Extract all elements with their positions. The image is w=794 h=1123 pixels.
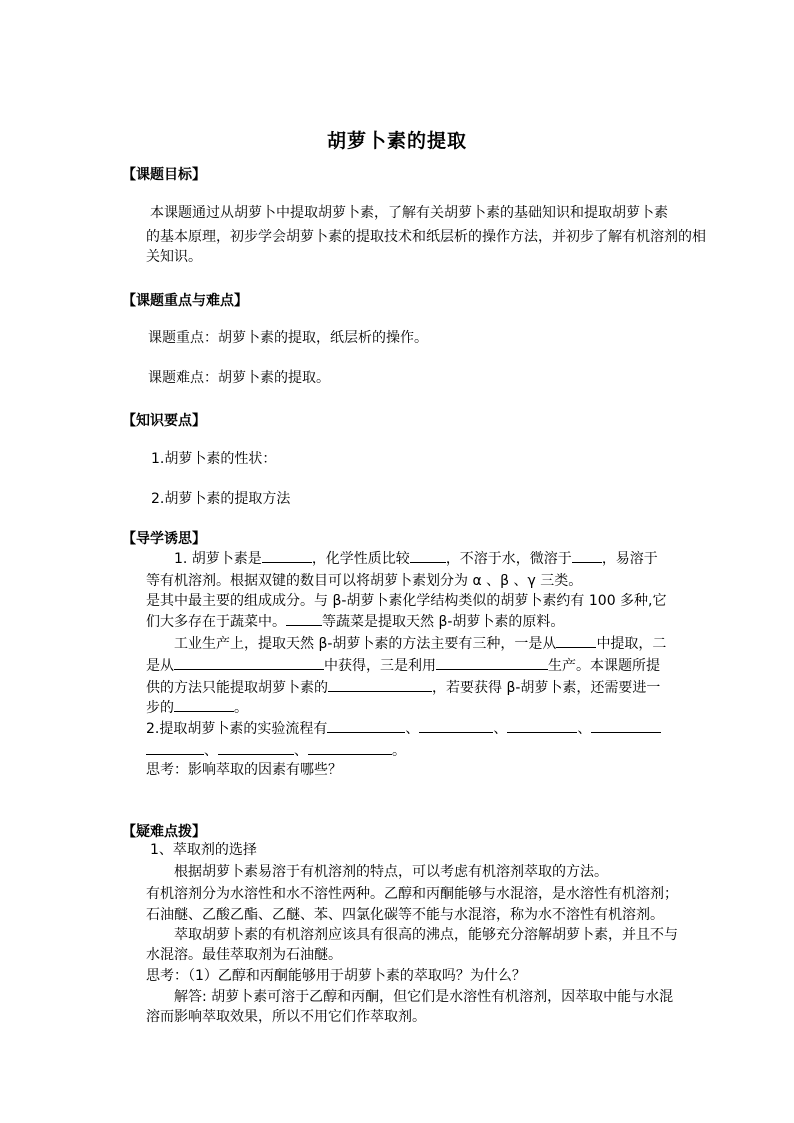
heading-tips: 【疑难点拨】: [122, 824, 206, 840]
guide-line-1: [174, 548, 658, 569]
guide-line-7: [146, 677, 660, 698]
heading-knowledge: 【知识要点】: [122, 413, 206, 429]
guide-line-5: [174, 633, 666, 654]
guide-think: 思考：影响萃取的因素有哪些？: [146, 762, 342, 778]
blank: [419, 718, 493, 733]
heading-guide: 【导学诱思】: [122, 531, 206, 547]
heading-keypoints: 【课题重点与难点】: [122, 293, 248, 309]
tips-answer-2: 溶而影响萃取效果，所以不用它们作萃取剂。: [146, 1009, 426, 1025]
knowledge-item-2: 2.胡萝卜素的提取方法: [151, 491, 291, 507]
blank: [410, 548, 446, 563]
blank: [262, 548, 312, 563]
blank: [308, 740, 392, 755]
guide-line-10: [146, 740, 406, 761]
guide-text: ，若要获得 β-胡萝卜素，还需要进一: [432, 680, 661, 696]
blank: [328, 677, 432, 692]
tips-subheading: 1、萃取剂的选择: [150, 842, 257, 858]
tips-para-1: 根据胡萝卜素易溶于有机溶剂的特点，可以考虑有机溶剂萃取的方法。: [174, 864, 608, 880]
goal-line-2: 的基本原理，初步学会胡萝卜素的提取技术和纸层析的操作方法，并初步了解有机溶剂的相: [146, 229, 706, 245]
separator: 、: [294, 743, 308, 759]
blank: [507, 718, 577, 733]
guide-text: ，不溶于水，微溶于: [445, 551, 572, 567]
guide-text: 中提取，二: [596, 636, 667, 652]
separator: 、: [204, 743, 218, 759]
heading-goal: 【课题目标】: [122, 167, 206, 183]
blank: [174, 697, 234, 712]
blank: [218, 740, 294, 755]
guide-text: 供的方法只能提取胡萝卜素的: [146, 680, 328, 696]
guide-line-8: [146, 697, 248, 718]
goal-line-1: 本课题通过从胡萝卜中提取胡萝卜素，了解有关胡萝卜素的基础知识和提取胡萝卜素: [150, 205, 668, 221]
guide-text: ，易溶于: [601, 551, 658, 567]
focus-line: 课题重点：胡萝卜素的提取，纸层析的操作。: [148, 330, 428, 346]
guide-line-3: 是其中最主要的组成成分。与 β-胡萝卜素化学结构类似的胡萝卜素约有 100 多种,它: [146, 593, 667, 609]
tips-question: 思考：（1）乙醇和丙酮能够用于胡萝卜素的萃取吗？为什么？: [146, 968, 526, 984]
guide-text: 们大多存在于蔬菜中。: [146, 614, 286, 630]
tips-para-5: 水混溶。最佳萃取剂为石油醚。: [146, 947, 342, 963]
blank: [286, 611, 322, 626]
tips-answer-1: 解答: 胡萝卜素可溶于乙醇和丙酮，但它们是水溶性有机溶剂，因萃取中能与水混: [174, 989, 674, 1005]
guide-line-4: [146, 611, 564, 632]
separator: 、: [493, 721, 508, 737]
tips-para-3: 石油醚、乙酸乙酯、乙醚、苯、四氯化碳等不能与水混溶，称为水不溶性有机溶剂。: [146, 907, 664, 923]
guide-line-2: 等有机溶剂。根据双键的数目可以将胡萝卜素划分为 α 、β 、γ 三类。: [146, 573, 583, 589]
knowledge-item-1: 1.胡萝卜素的性状：: [151, 451, 277, 467]
guide-text: ，化学性质比较: [311, 551, 410, 567]
blank: [146, 740, 204, 755]
guide-text: 步的: [146, 700, 174, 716]
blank: [572, 548, 602, 563]
page-title: 胡萝卜素的提取: [326, 130, 467, 152]
guide-text: 是从: [146, 658, 174, 674]
separator: 、: [405, 721, 420, 737]
blank: [174, 655, 324, 670]
guide-line-9: [146, 718, 661, 739]
blank: [556, 633, 596, 648]
guide-text: 2.提取胡萝卜素的实验流程有: [146, 721, 328, 737]
period: 。: [392, 743, 406, 759]
guide-text: 工业生产上，提取天然 β-胡萝卜素的方法主要有三种，一是从: [174, 636, 557, 652]
separator: 、: [577, 721, 592, 737]
blank: [436, 655, 548, 670]
tips-para-2: 有机溶剂分为水溶性和水不溶性两种。乙醇和丙酮能够与水混溶，是水溶性有机溶剂；: [146, 886, 678, 902]
guide-text: 。: [234, 700, 248, 716]
guide-text: 等蔬菜是提取天然 β-胡萝卜素的原料。: [322, 614, 565, 630]
guide-text: 生产。本课题所提: [548, 658, 660, 674]
blank: [327, 718, 405, 733]
guide-line-6: [146, 655, 660, 676]
guide-text: 1. 胡萝卜素是: [174, 551, 262, 567]
goal-line-3: 关知识。: [146, 249, 202, 265]
blank: [591, 718, 661, 733]
guide-text: 中获得，三是利用: [324, 658, 436, 674]
difficulty-line: 课题难点：胡萝卜素的提取。: [148, 370, 330, 386]
tips-para-4: 萃取胡萝卜素的有机溶剂应该具有很高的沸点，能够充分溶解胡萝卜素，并且不与: [174, 927, 678, 943]
